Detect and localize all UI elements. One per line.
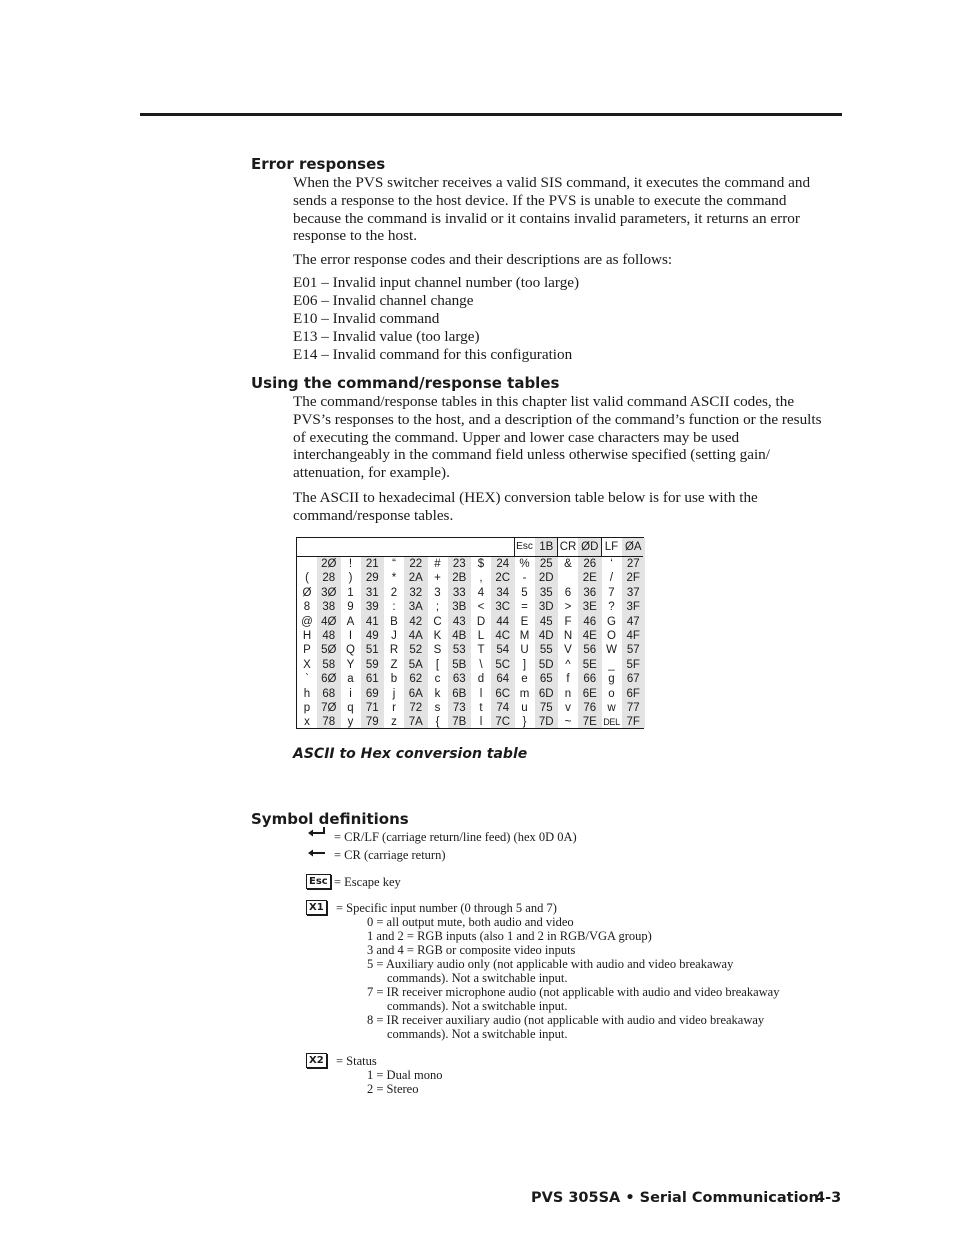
ascii-hex-cell: 73 [452, 702, 466, 714]
ascii-char-cell: u [521, 702, 528, 714]
x1-definition: = Specific input number (0 through 5 and 7) [336, 901, 557, 915]
ascii-hex-cell: 32 [409, 586, 423, 599]
ascii-char-cell: 7 [608, 586, 615, 599]
ascii-hex-cell: 22 [409, 558, 423, 570]
ascii-char-cell: ‘ [610, 558, 613, 570]
ascii-hex-cell: 28 [322, 572, 336, 585]
ascii-hex-cell: 6Ø [321, 673, 337, 686]
ascii-hex-cell: 7F [626, 716, 640, 729]
header-char-cell: Esc [516, 541, 533, 552]
ascii-hex-cell: 2C [495, 572, 511, 585]
x1-value-line: commands). Not a switchable input. [387, 999, 568, 1013]
ascii-char-cell: Z [390, 658, 398, 671]
x2-definition: = Status [336, 1054, 377, 1068]
ascii-char-cell: 2 [390, 586, 398, 599]
crlf-return-icon [307, 826, 327, 838]
x1-value-line: commands). Not a switchable input. [387, 971, 568, 985]
ascii-hex-cell: 62 [409, 673, 423, 686]
ascii-hex-cell: 57 [626, 644, 640, 657]
ascii-char-cell: + [434, 572, 441, 585]
ascii-char-cell: f [566, 673, 570, 686]
ascii-char-cell: \ [479, 658, 483, 671]
ascii-char-cell: 5 [521, 586, 528, 599]
ascii-char-cell: _ [608, 658, 615, 671]
ascii-hex-cell: 71 [365, 702, 379, 714]
ascii-hex-cell: 3Ø [321, 586, 337, 599]
ascii-char-cell: G [607, 615, 616, 628]
ascii-hex-cell: 5E [582, 658, 597, 671]
ascii-hex-cell: 5F [626, 658, 640, 671]
ascii-hex-cell: 29 [365, 572, 379, 585]
ascii-hex-cell: 59 [365, 658, 379, 671]
crlf-definition: = CR/LF (carriage return/line feed) (hex 0D 0A) [334, 830, 577, 844]
ascii-char-cell: { [435, 716, 440, 729]
ascii-char-cell: # [434, 558, 441, 570]
error-responses-heading: Error responses [251, 155, 386, 173]
x1-value-line: 1 and 2 = RGB inputs (also 1 and 2 in RGB/VGA group) [367, 929, 652, 943]
page-number: 4-3 [815, 1190, 842, 1206]
ascii-hex-cell: 6F [626, 687, 640, 700]
error-code-item: E01 – Invalid input channel number (too large) [293, 274, 580, 291]
ascii-char-cell: M [519, 630, 530, 642]
ascii-hex-cell: 52 [409, 644, 423, 657]
ascii-char-cell: b [390, 673, 398, 686]
ascii-hex-cell: 65 [539, 673, 553, 686]
ascii-hex-cell: 63 [452, 673, 466, 686]
header-char-cell: LF [604, 541, 619, 553]
ascii-hex-cell: 77 [626, 702, 640, 714]
ascii-char-cell: J [391, 630, 397, 642]
ascii-char-cell: 3 [434, 586, 441, 599]
ascii-hex-cell: 24 [496, 558, 510, 570]
error-code-item: E06 – Invalid channel change [293, 291, 474, 309]
ascii-hex-cell: 5D [538, 658, 554, 671]
ascii-char-cell: L [477, 630, 485, 642]
ascii-char-cell: I [348, 630, 353, 642]
ascii-char-cell: E [520, 615, 529, 628]
ascii-char-cell: N [563, 630, 573, 642]
ascii-char-cell: K [433, 630, 442, 642]
ascii-hex-cell: 31 [365, 586, 379, 599]
ascii-hex-cell: 51 [365, 644, 379, 657]
header-hex-cell: 1B [539, 541, 554, 553]
ascii-hex-cell: 26 [583, 558, 597, 570]
ascii-char-cell: n [564, 687, 572, 700]
ascii-char-cell: O [607, 630, 616, 642]
ascii-hex-cell: 3D [538, 601, 554, 614]
ascii-hex-cell: 39 [365, 601, 379, 614]
ascii-char-cell: Y [346, 658, 355, 671]
ascii-hex-cell: 49 [365, 630, 379, 642]
ascii-hex-cell: 3C [495, 601, 511, 614]
x2-value-line: 2 = Stereo [367, 1082, 419, 1096]
ascii-char-cell: < [477, 601, 485, 614]
ascii-hex-cell: 4D [538, 630, 554, 642]
ascii-hex-cell: 4E [582, 630, 597, 642]
x1-value-line: 3 and 4 = RGB or composite video inputs [367, 943, 576, 957]
ascii-char-cell: q [347, 702, 354, 714]
ascii-char-cell: m [519, 687, 530, 700]
ascii-char-cell: h [303, 687, 311, 700]
ascii-hex-cell: 46 [583, 615, 597, 628]
ascii-hex-cell: 37 [626, 586, 640, 599]
ascii-char-cell: , [479, 572, 483, 585]
ascii-hex-cell: 43 [452, 615, 466, 628]
ascii-hex-cell: 7Ø [321, 702, 337, 714]
ascii-char-cell: a [347, 673, 354, 686]
ascii-hex-cell: 2F [626, 572, 640, 585]
ascii-hex-cell: 5Ø [321, 644, 337, 657]
esc-definition: = Escape key [334, 875, 401, 889]
ascii-char-cell: 4 [477, 586, 485, 599]
ascii-char-cell: / [609, 572, 614, 585]
ascii-hex-cell: 7E [582, 716, 597, 729]
ascii-hex-cell: 7A [408, 716, 423, 729]
error-intro-paragraph: When the PVS switcher receives a valid SIS command, it executes the command and sends a response to the host device. If the PVS is unable to execute the command because the command is invalid or it contains invalid parameters, it returns an error response to the host. [293, 174, 811, 245]
x1-value-line: 0 = all output mute, both audio and video [367, 915, 574, 929]
header-char-cell: CR [559, 541, 577, 553]
ascii-char-cell: S [433, 644, 442, 657]
ascii-char-cell: i [349, 687, 352, 700]
ascii-char-cell: U [520, 644, 529, 657]
ascii-hex-cell: 34 [496, 586, 510, 599]
x2-variable-icon: X2 [306, 1053, 327, 1068]
ascii-char-cell: Q [346, 644, 355, 657]
ascii-char-cell: P [303, 644, 311, 657]
header-rule [140, 113, 842, 116]
ascii-char-cell: ^ [565, 658, 571, 671]
ascii-table-caption: ASCII to Hex conversion table [293, 746, 528, 762]
ascii-hex-cell: 25 [539, 558, 553, 570]
ascii-hex-cell: 2A [408, 572, 423, 585]
ascii-hex-cell: 68 [322, 687, 336, 700]
ascii-hex-table [296, 537, 644, 729]
ascii-char-cell: ~ [564, 716, 572, 729]
ascii-hex-cell: 7D [538, 716, 554, 729]
ascii-char-cell: X [303, 658, 311, 671]
ascii-hex-cell: 6C [495, 687, 511, 700]
ascii-char-cell: ? [608, 601, 615, 614]
ascii-char-cell: w [607, 702, 616, 714]
x1-variable-icon: X1 [306, 900, 327, 915]
ascii-char-cell: t [479, 702, 483, 714]
ascii-hex-cell: 64 [496, 673, 510, 686]
ascii-hex-cell: 4F [626, 630, 640, 642]
ascii-char-cell: H [302, 630, 312, 642]
ascii-char-cell: l [479, 687, 483, 700]
footer-title: PVS 305SA • Serial Communication [531, 1190, 819, 1206]
ascii-char-cell: $ [477, 558, 485, 570]
x1-value-line: 5 = Auxiliary audio only (not applicable with audio and video breakaway [367, 957, 734, 971]
ascii-char-cell: “ [392, 558, 396, 570]
ascii-char-cell: 6 [564, 586, 572, 599]
ascii-char-cell: y [347, 716, 354, 729]
ascii-char-cell: ! [348, 558, 353, 570]
command-tables-paragraph: The command/response tables in this chapter list valid command ASCII codes, the PVS’s responses to the host, and a description of the command’s function or the results of executing the command. Upper and lower case characters may be used interchangeably in the command field unless otherwise specified (setting gain/ attenuation, for example). [293, 393, 822, 482]
ascii-intro-paragraph: The ASCII to hexadecimal (HEX) conversion table below is for use with the command/response tables. [293, 489, 758, 524]
ascii-char-cell: e [521, 673, 528, 686]
ascii-hex-cell: 33 [452, 586, 466, 599]
ascii-hex-cell: 2Ø [321, 558, 337, 570]
ascii-char-cell: ( [305, 572, 309, 585]
ascii-char-cell: 9 [347, 601, 354, 614]
ascii-char-cell: = [521, 601, 528, 614]
ascii-hex-cell: 42 [409, 615, 423, 628]
ascii-hex-cell: 3E [582, 601, 597, 614]
cr-left-arrow-icon [307, 848, 327, 858]
ascii-hex-cell: 75 [539, 702, 553, 714]
ascii-hex-cell: 5A [408, 658, 423, 671]
ascii-hex-cell: 4B [452, 630, 467, 642]
ascii-hex-cell: 69 [365, 687, 379, 700]
ascii-hex-cell: 61 [365, 673, 379, 686]
ascii-char-cell: z [391, 716, 397, 729]
ascii-char-cell: B [390, 615, 398, 628]
x1-value-line: 7 = IR receiver microphone audio (not applicable with audio and video breakaway [367, 985, 780, 999]
ascii-hex-cell: 54 [496, 644, 510, 657]
ascii-hex-cell: 44 [496, 615, 510, 628]
ascii-char-cell: : [392, 601, 396, 614]
ascii-hex-cell: 27 [626, 558, 640, 570]
ascii-hex-cell: 3A [408, 601, 423, 614]
ascii-hex-cell: 2D [538, 572, 554, 585]
ascii-char-cell: & [564, 558, 572, 570]
ascii-hex-cell: 6B [452, 687, 467, 700]
ascii-char-cell: r [392, 702, 396, 714]
ascii-hex-cell: 6A [408, 687, 423, 700]
ascii-char-cell: ] [522, 658, 527, 671]
ascii-char-cell: V [564, 644, 572, 657]
ascii-hex-cell: 53 [452, 644, 466, 657]
error-code-item: E13 – Invalid value (too large) [293, 327, 480, 345]
ascii-hex-cell: 36 [583, 586, 597, 599]
x2-value-line: 1 = Dual mono [367, 1068, 443, 1082]
ascii-char-cell: ` [305, 673, 309, 686]
ascii-char-cell: > [564, 601, 572, 614]
ascii-char-cell: s [434, 702, 441, 714]
ascii-hex-cell: 2B [452, 572, 467, 585]
ascii-hex-cell: 45 [539, 615, 553, 628]
ascii-char-cell: c [434, 673, 441, 686]
ascii-hex-cell: 23 [452, 558, 466, 570]
error-code-list [293, 274, 579, 364]
ascii-hex-cell: 2E [582, 572, 597, 585]
ascii-char-cell: R [389, 644, 399, 657]
esc-key-icon: Esc [306, 874, 331, 889]
ascii-hex-cell: 4C [495, 630, 511, 642]
ascii-char-cell: } [522, 716, 527, 729]
ascii-char-cell: [ [435, 658, 440, 671]
header-hex-cell: ØA [624, 541, 642, 553]
ascii-char-cell: ; [435, 601, 440, 614]
ascii-char-cell: F [564, 615, 572, 628]
ascii-hex-cell: 74 [496, 702, 510, 714]
ascii-char-cell: C [433, 615, 442, 628]
ascii-char-cell: T [477, 644, 485, 657]
ascii-hex-cell: 4Ø [321, 615, 337, 628]
ascii-char-cell: o [608, 687, 615, 700]
ascii-char-cell: v [565, 702, 571, 714]
ascii-char-cell: 1 [347, 586, 354, 599]
ascii-hex-cell: 3B [452, 601, 467, 614]
ascii-hex-cell: 55 [539, 644, 553, 657]
ascii-hex-cell: 79 [365, 716, 379, 729]
ascii-char-cell: A [346, 615, 355, 628]
ascii-char-cell: x [304, 716, 310, 729]
x1-value-line: commands). Not a switchable input. [387, 1027, 568, 1041]
ascii-hex-cell: 35 [539, 586, 553, 599]
ascii-hex-cell: 41 [365, 615, 379, 628]
ascii-char-cell: d [477, 673, 485, 686]
ascii-char-cell: Ø [302, 586, 312, 599]
ascii-char-cell: % [519, 558, 530, 570]
ascii-hex-cell: 72 [409, 702, 423, 714]
command-tables-heading: Using the command/response tables [251, 374, 560, 392]
error-codes-intro: The error response codes and their descriptions are as follows: [293, 251, 673, 268]
ascii-char-cell: 8 [303, 601, 311, 614]
ascii-char-cell: * [391, 572, 397, 585]
ascii-char-cell: DEL [603, 717, 620, 728]
error-code-item: E14 – Invalid command for this configuration [293, 345, 573, 363]
ascii-hex-cell: 66 [583, 673, 597, 686]
ascii-hex-cell: 5B [452, 658, 467, 671]
ascii-hex-cell: 38 [322, 601, 336, 614]
ascii-char-cell: k [434, 687, 441, 700]
ascii-hex-cell: 58 [322, 658, 336, 671]
ascii-hex-cell: 6E [582, 687, 597, 700]
error-code-item: E10 – Invalid command [293, 309, 440, 327]
ascii-hex-cell: 7C [495, 716, 511, 729]
ascii-hex-cell: 76 [583, 702, 597, 714]
ascii-char-cell: g [608, 673, 615, 686]
x1-value-line: 8 = IR receiver auxiliary audio (not applicable with audio and video breakaway [367, 1013, 765, 1027]
ascii-hex-cell: 78 [322, 716, 336, 729]
header-hex-cell: ØD [581, 541, 599, 553]
ascii-hex-cell: 5C [495, 658, 511, 671]
ascii-hex-cell: 56 [583, 644, 597, 657]
ascii-char-cell: j [392, 687, 396, 700]
ascii-hex-cell: 67 [626, 673, 640, 686]
ascii-char-cell: ) [348, 572, 353, 585]
ascii-char-cell: p [303, 702, 311, 714]
ascii-hex-cell: 3F [626, 601, 640, 614]
ascii-hex-cell: 6D [538, 687, 554, 700]
ascii-hex-cell: 48 [322, 630, 336, 642]
ascii-hex-cell: 7B [452, 716, 467, 729]
ascii-char-cell: @ [301, 615, 313, 628]
ascii-char-cell: l [479, 716, 483, 729]
ascii-char-cell: W [606, 644, 617, 657]
ascii-hex-cell: 4A [408, 630, 423, 642]
ascii-hex-cell: 47 [626, 615, 640, 628]
ascii-char-cell: D [476, 615, 486, 628]
ascii-char-cell: - [522, 572, 527, 585]
ascii-hex-cell: 21 [365, 558, 379, 570]
symbol-definitions-heading: Symbol definitions [251, 810, 409, 828]
cr-definition: = CR (carriage return) [334, 848, 446, 862]
